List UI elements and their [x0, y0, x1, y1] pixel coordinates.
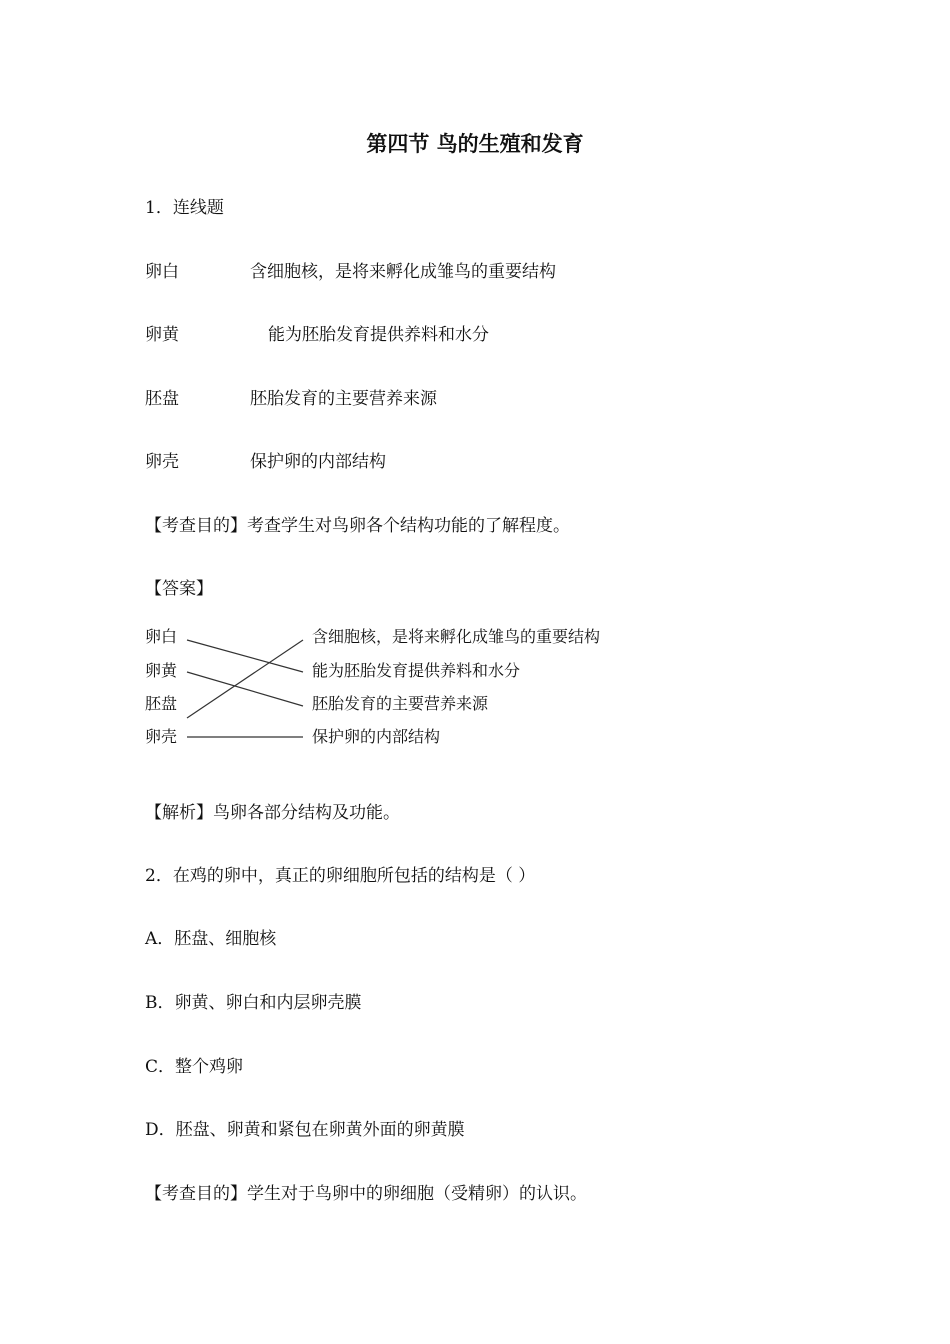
question-2-option-c: C．整个鸡卵 — [145, 1057, 244, 1077]
answer-term-3: 胚盘 — [145, 694, 178, 713]
answer-term-2: 卵黄 — [145, 661, 178, 680]
question-1-purpose: 【考查目的】考查学生对鸟卵各个结构功能的了解程度。 — [145, 516, 570, 536]
match-term-1: 卵白 — [145, 262, 179, 282]
match-desc-2: 能为胚胎发育提供养料和水分 — [268, 325, 489, 345]
answer-term-4: 卵壳 — [145, 727, 178, 746]
question-2-purpose: 【考查目的】学生对于鸟卵中的卵细胞（受精卵）的认识。 — [145, 1184, 587, 1204]
answer-desc-1: 含细胞核，是将来孵化成雏鸟的重要结构 — [312, 627, 601, 646]
match-desc-4: 保护卵的内部结构 — [250, 452, 386, 472]
question-2-option-b: B．卵黄、卵白和内层卵壳膜 — [145, 993, 362, 1013]
answer-desc-3: 胚胎发育的主要营养来源 — [312, 694, 489, 713]
answer-matching-figure — [140, 620, 640, 755]
question-1-answer-label: 【答案】 — [145, 579, 213, 599]
question-2-stem: 2．在鸡的卵中，真正的卵细胞所包括的结构是（ ） — [145, 866, 536, 886]
match-term-2: 卵黄 — [145, 325, 179, 345]
match-desc-1: 含细胞核，是将来孵化成雏鸟的重要结构 — [250, 262, 556, 282]
question-2-option-d: D．胚盘、卵黄和紧包在卵黄外面的卵黄膜 — [145, 1120, 465, 1140]
match-term-4: 卵壳 — [145, 452, 179, 472]
match-term-3: 胚盘 — [145, 389, 179, 409]
answer-line-3 — [187, 640, 303, 718]
question-1-heading: 1．连线题 — [145, 198, 224, 218]
answer-term-1: 卵白 — [145, 627, 178, 646]
question-1-analysis: 【解析】鸟卵各部分结构及功能。 — [145, 803, 400, 823]
answer-desc-2: 能为胚胎发育提供养料和水分 — [312, 661, 521, 680]
question-2-option-a: A．胚盘、细胞核 — [145, 929, 277, 949]
answer-line-1 — [187, 640, 303, 672]
answer-desc-4: 保护卵的内部结构 — [312, 727, 441, 746]
answer-line-2 — [187, 672, 303, 706]
page-title: 第四节 鸟的生殖和发育 — [366, 132, 584, 156]
match-desc-3: 胚胎发育的主要营养来源 — [250, 389, 437, 409]
